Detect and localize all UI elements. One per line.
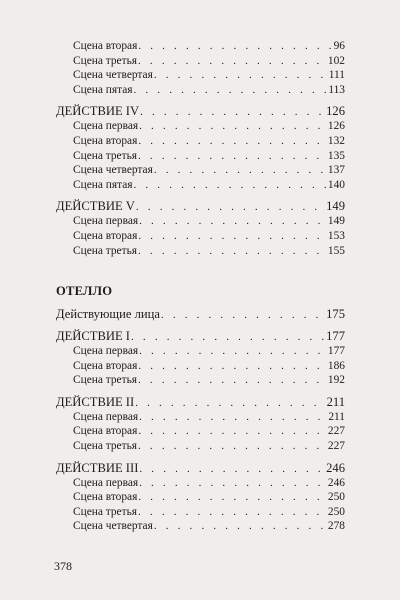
dot-leader [138, 244, 327, 259]
toc-entry-label: Действующие лица [56, 307, 160, 321]
toc-entry-label: Сцена первая [73, 476, 139, 489]
play-title: ОТЕЛЛО [56, 284, 113, 298]
dot-leader [140, 105, 325, 119]
toc-scene-entry [56, 119, 345, 134]
toc-scene-entry [56, 149, 345, 164]
toc-entry-label: ДЕЙСТВИЕ IV [56, 104, 140, 119]
toc-entry-page: 227 [327, 425, 345, 438]
toc-entry-page: 246 [326, 460, 345, 475]
toc-scene-entry [56, 344, 345, 359]
toc-entry-label: Сцена вторая [73, 134, 138, 147]
toc-section-1 [56, 39, 345, 258]
toc-entry-page: 113 [328, 83, 345, 96]
toc-entry-label: Сцена четвертая [73, 164, 153, 177]
toc-scene-entry [56, 229, 345, 244]
toc-act-entry [56, 329, 345, 344]
toc-section-2 [56, 307, 345, 534]
toc-entry-page: 246 [327, 476, 345, 489]
toc-entry-page: 102 [327, 54, 345, 67]
toc-entry-page: 250 [327, 505, 345, 518]
toc-entry-label: Сцена вторая [73, 425, 138, 438]
toc-entry-page: 227 [327, 439, 345, 452]
toc-scene-entry [56, 373, 345, 388]
dot-leader [138, 359, 327, 374]
toc-spacer [56, 97, 345, 104]
toc-entry-label: Сцена вторая [73, 229, 138, 242]
toc-entry-label: Сцена первая [73, 120, 139, 133]
toc-entry-page: 140 [327, 178, 345, 191]
toc-act-entry [56, 395, 345, 410]
toc-scene-entry [56, 244, 345, 259]
toc-entry-label: Сцена вторая [73, 40, 138, 52]
toc-spacer [56, 192, 345, 199]
toc-entry-page: 96 [333, 40, 345, 52]
toc-entry-label: ДЕЙСТВИЕ I [56, 329, 131, 343]
toc-entry-label: ДЕЙСТВИЕ III [56, 460, 139, 475]
dot-leader [138, 39, 332, 54]
dot-leader [154, 163, 327, 178]
toc-scene-entry [56, 83, 345, 98]
toc-entry-page: 155 [327, 244, 345, 257]
toc-entry-label: Сцена вторая [73, 491, 138, 504]
toc-entry-page: 126 [326, 104, 345, 119]
dot-leader [138, 134, 327, 149]
page-number: 378 [54, 559, 72, 573]
dot-leader [161, 308, 325, 322]
dot-leader [131, 330, 325, 344]
toc-entry-label: Сцена четвертая [73, 520, 153, 533]
toc-entry-page: 149 [326, 199, 345, 214]
toc-scene-entry [56, 134, 345, 149]
toc-scene-entry [56, 68, 345, 83]
dot-leader [139, 476, 327, 491]
toc-act-entry [56, 199, 345, 214]
toc-scene-entry [56, 359, 345, 374]
dot-leader [139, 462, 325, 476]
toc-entry-page: 211 [326, 394, 345, 409]
toc-scene-entry [56, 439, 345, 454]
toc-spacer [56, 454, 345, 461]
toc-entry-page: 111 [328, 69, 345, 82]
toc-entry-page: 132 [327, 134, 345, 147]
toc-entry-label: Сцена третья [73, 54, 138, 67]
toc-act-entry [56, 461, 345, 476]
toc-scene-entry [56, 54, 345, 69]
toc-scene-entry [56, 476, 345, 491]
toc-entry-label: Сцена четвертая [73, 69, 153, 82]
dot-leader [134, 178, 327, 193]
dot-leader [138, 439, 327, 454]
toc-entry-page: 175 [326, 307, 345, 321]
toc-entry-page: 177 [326, 329, 345, 343]
toc-entry-page: 137 [327, 164, 345, 177]
toc-scene-entry [56, 505, 345, 520]
toc-entry-label: Сцена пятая [73, 178, 133, 191]
dot-leader [136, 200, 325, 214]
toc-entry-label: Сцена вторая [73, 359, 138, 372]
toc-scene-entry [56, 214, 345, 229]
toc-entry-label: Сцена первая [73, 215, 139, 228]
toc-entry-page: 126 [327, 120, 345, 133]
toc-entry-label: Сцена третья [73, 439, 138, 452]
toc-entry-page: 186 [327, 359, 345, 372]
dot-leader [138, 490, 327, 505]
toc-entry-label: ДЕЙСТВИЕ II [56, 394, 135, 409]
toc-scene-entry [56, 178, 345, 193]
toc-entry-label: ДЕЙСТВИЕ V [56, 199, 135, 214]
toc-entry-label: Сцена третья [73, 244, 138, 257]
toc-entry-page: 211 [328, 410, 345, 423]
toc-spacer [56, 322, 345, 329]
toc-scene-entry [56, 410, 345, 425]
toc-scene-entry [56, 39, 345, 54]
toc-act-entry [56, 104, 345, 119]
dot-leader [138, 505, 327, 520]
dot-leader [138, 373, 327, 388]
toc-entry-page: 192 [327, 374, 345, 387]
toc-entry-page: 153 [327, 229, 345, 242]
dot-leader [135, 396, 325, 410]
toc-scene-entry [56, 519, 345, 534]
toc-entry-page: 135 [327, 149, 345, 162]
toc-scene-entry [56, 490, 345, 505]
toc-entry-label: Сцена первая [73, 345, 139, 357]
dot-leader [138, 229, 327, 244]
toc-scene-entry [56, 163, 345, 178]
toc-entry-label: Сцена третья [73, 149, 138, 162]
dot-leader [139, 119, 327, 134]
toc-entry-page: 177 [327, 345, 345, 357]
dot-leader [138, 424, 327, 439]
toc-entry-label: Сцена первая [73, 410, 139, 423]
toc-entry-label: Сцена третья [73, 505, 138, 518]
toc-entry-page: 149 [327, 215, 345, 228]
dot-leader [154, 68, 328, 83]
toc-entry-page: 250 [327, 491, 345, 504]
dot-leader [139, 214, 327, 229]
dot-leader [134, 83, 328, 98]
dot-leader [138, 54, 327, 69]
dot-leader [154, 519, 327, 534]
toc-entry-page: 278 [327, 520, 345, 533]
toc-scene-entry [56, 424, 345, 439]
dot-leader [139, 344, 327, 359]
toc-spacer [56, 388, 345, 395]
toc-entry-label: Сцена третья [73, 374, 138, 387]
toc-act-entry [56, 307, 345, 322]
toc-entry-label: Сцена пятая [73, 83, 133, 96]
dot-leader [139, 410, 327, 425]
dot-leader [138, 149, 327, 164]
